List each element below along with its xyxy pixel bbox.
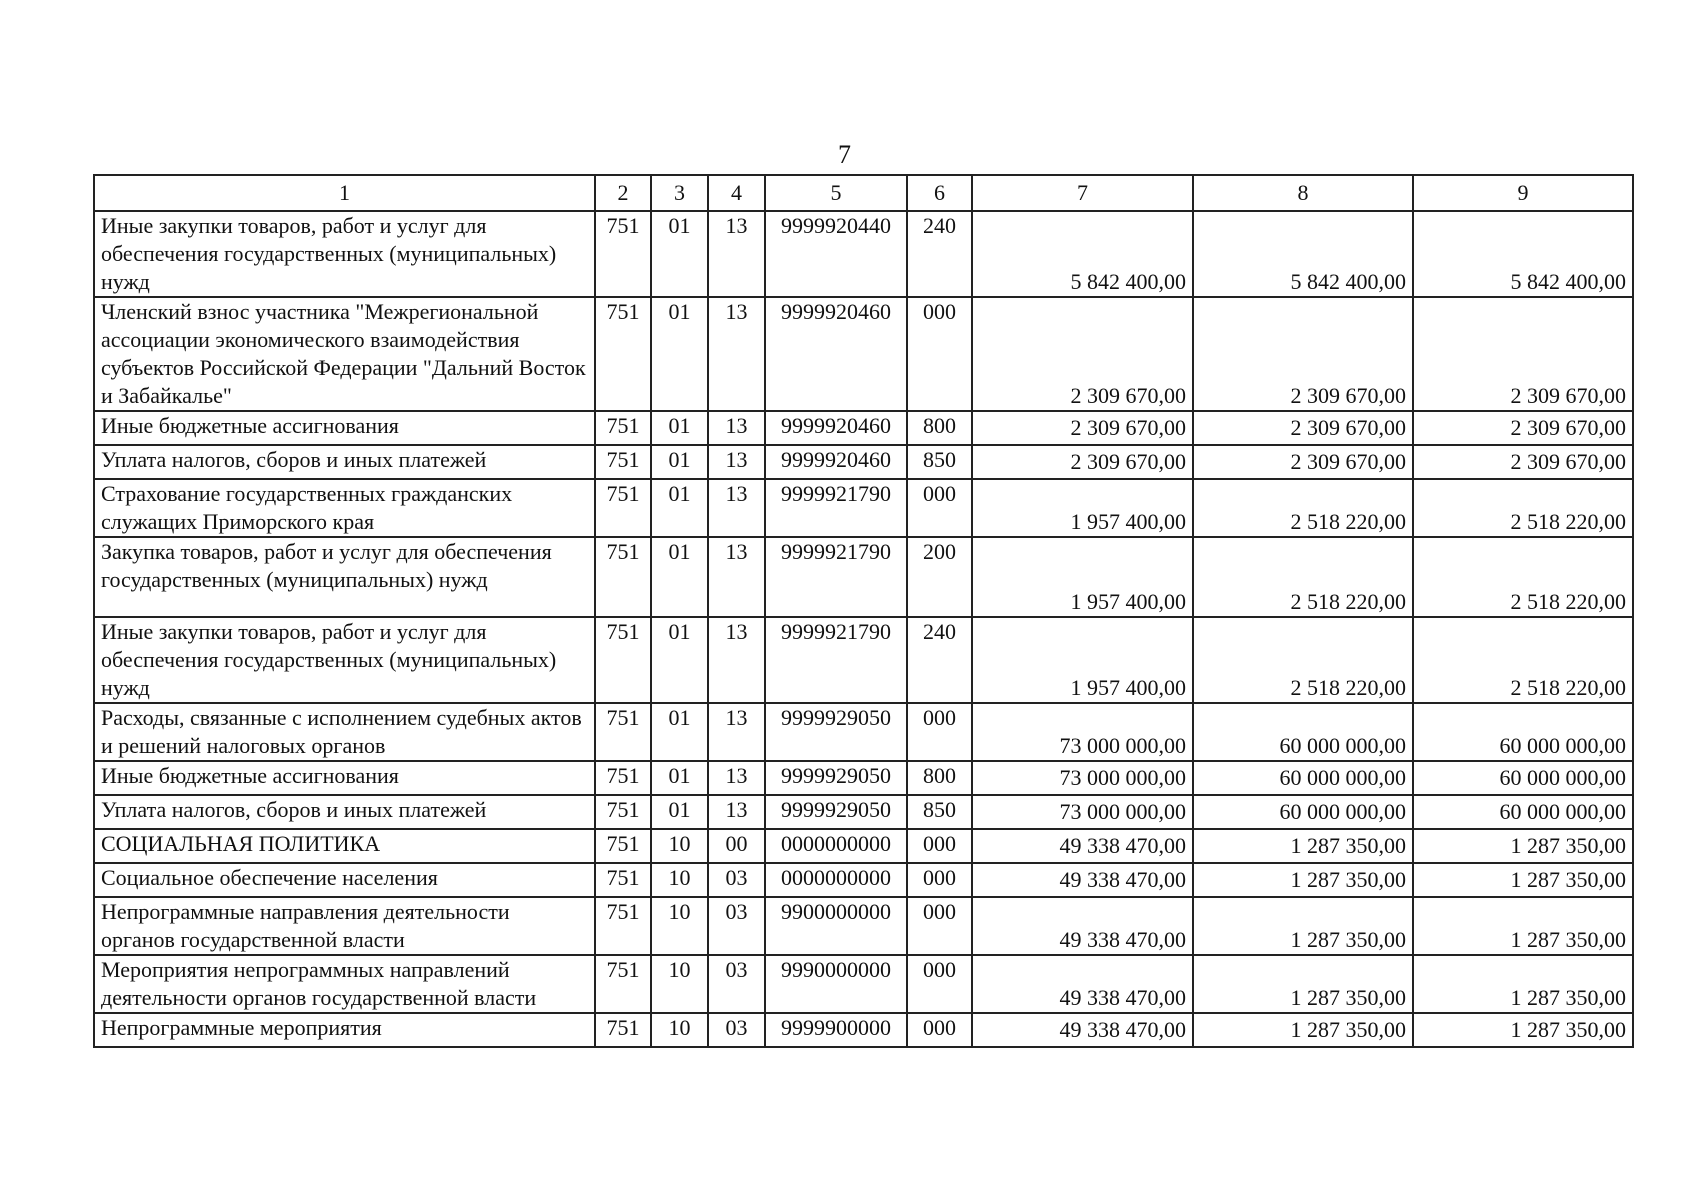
amount-cell: 2 518 220,00: [1413, 537, 1633, 617]
row-name: Иные закупки товаров, работ и услуг для обеспечения государственных (муниципальных) нужд: [94, 211, 595, 297]
code-cell: 751: [595, 761, 651, 795]
code-cell: 000: [907, 955, 972, 1013]
amount-cell: 2 309 670,00: [972, 445, 1193, 479]
row-name: Социальное обеспечение населения: [94, 863, 595, 897]
table-row: [94, 955, 1633, 1013]
row-name: Уплата налогов, сборов и иных платежей: [94, 795, 595, 829]
code-cell: 000: [907, 829, 972, 863]
code-cell: 13: [708, 537, 765, 617]
code-cell: 751: [595, 537, 651, 617]
code-cell: 850: [907, 795, 972, 829]
amount-cell: 1 957 400,00: [972, 537, 1193, 617]
code-cell: 01: [651, 537, 708, 617]
code-cell: 000: [907, 479, 972, 537]
amount-cell: 49 338 470,00: [972, 829, 1193, 863]
amount-cell: 2 518 220,00: [1413, 617, 1633, 703]
amount-cell: 5 842 400,00: [1413, 211, 1633, 297]
code-cell: 13: [708, 761, 765, 795]
code-cell: 9999920460: [765, 297, 907, 411]
code-cell: 9999920460: [765, 445, 907, 479]
amount-cell: 1 287 350,00: [1193, 829, 1413, 863]
code-cell: 751: [595, 955, 651, 1013]
row-name: Иные закупки товаров, работ и услуг для обеспечения государственных (муниципальных) нужд: [94, 617, 595, 703]
amount-cell: 2 309 670,00: [1413, 445, 1633, 479]
amount-cell: 1 287 350,00: [1193, 1013, 1413, 1047]
amount-cell: 2 518 220,00: [1193, 617, 1413, 703]
code-cell: 9999900000: [765, 1013, 907, 1047]
amount-cell: 60 000 000,00: [1413, 703, 1633, 761]
table-row: [94, 211, 1633, 297]
code-cell: 751: [595, 829, 651, 863]
amount-cell: 49 338 470,00: [972, 897, 1193, 955]
code-cell: 200: [907, 537, 972, 617]
table-row: [94, 297, 1633, 411]
row-name: Страхование государственных гражданских служащих Приморского края: [94, 479, 595, 537]
code-cell: 01: [651, 617, 708, 703]
column-header: 5: [765, 175, 907, 211]
amount-cell: 1 287 350,00: [1193, 897, 1413, 955]
amount-cell: 2 518 220,00: [1193, 479, 1413, 537]
code-cell: 13: [708, 445, 765, 479]
amount-cell: 1 287 350,00: [1193, 863, 1413, 897]
column-header: 4: [708, 175, 765, 211]
table-row: [94, 411, 1633, 445]
code-cell: 01: [651, 445, 708, 479]
code-cell: 01: [651, 211, 708, 297]
code-cell: 000: [907, 1013, 972, 1047]
code-cell: 751: [595, 897, 651, 955]
amount-cell: 2 309 670,00: [1193, 445, 1413, 479]
amount-cell: 2 309 670,00: [1193, 411, 1413, 445]
code-cell: 751: [595, 297, 651, 411]
row-name: Членский взнос участника "Межрегиональной ассоциации экономического взаимодействия субъектов Российской Федерации "Дальний Восток и Забайкалье": [94, 297, 595, 411]
table-row: [94, 703, 1633, 761]
code-cell: 13: [708, 297, 765, 411]
code-cell: 13: [708, 703, 765, 761]
code-cell: 13: [708, 211, 765, 297]
table-row: [94, 1013, 1633, 1047]
amount-cell: 1 287 350,00: [1413, 955, 1633, 1013]
column-header: 1: [94, 175, 595, 211]
amount-cell: 1 287 350,00: [1413, 897, 1633, 955]
amount-cell: 60 000 000,00: [1193, 795, 1413, 829]
amount-cell: 49 338 470,00: [972, 1013, 1193, 1047]
code-cell: 9999929050: [765, 761, 907, 795]
code-cell: 00: [708, 829, 765, 863]
column-header: 3: [651, 175, 708, 211]
table-row: [94, 761, 1633, 795]
code-cell: 240: [907, 617, 972, 703]
amount-cell: 2 309 670,00: [972, 297, 1193, 411]
table-row: [94, 897, 1633, 955]
amount-cell: 1 287 350,00: [1413, 1013, 1633, 1047]
amount-cell: 2 309 670,00: [1413, 297, 1633, 411]
code-cell: 0000000000: [765, 863, 907, 897]
row-name: Иные бюджетные ассигнования: [94, 411, 595, 445]
code-cell: 751: [595, 1013, 651, 1047]
code-cell: 9999921790: [765, 617, 907, 703]
code-cell: 751: [595, 211, 651, 297]
amount-cell: 1 287 350,00: [1193, 955, 1413, 1013]
table-row: [94, 617, 1633, 703]
code-cell: 800: [907, 761, 972, 795]
amount-cell: 5 842 400,00: [1193, 211, 1413, 297]
code-cell: 751: [595, 411, 651, 445]
code-cell: 10: [651, 1013, 708, 1047]
row-name: Мероприятия непрограммных направлений деятельности органов государственной власти: [94, 955, 595, 1013]
code-cell: 751: [595, 795, 651, 829]
code-cell: 751: [595, 479, 651, 537]
amount-cell: 1 287 350,00: [1413, 863, 1633, 897]
code-cell: 9999921790: [765, 537, 907, 617]
code-cell: 000: [907, 863, 972, 897]
amount-cell: 2 309 670,00: [1413, 411, 1633, 445]
code-cell: 000: [907, 703, 972, 761]
code-cell: 13: [708, 617, 765, 703]
amount-cell: 73 000 000,00: [972, 703, 1193, 761]
amount-cell: 60 000 000,00: [1413, 761, 1633, 795]
code-cell: 240: [907, 211, 972, 297]
amount-cell: 1 957 400,00: [972, 617, 1193, 703]
column-header: 8: [1193, 175, 1413, 211]
table-row: [94, 863, 1633, 897]
code-cell: 03: [708, 863, 765, 897]
code-cell: 01: [651, 297, 708, 411]
table-row: [94, 479, 1633, 537]
page-number: 7: [838, 140, 851, 169]
table-row: [94, 829, 1633, 863]
code-cell: 751: [595, 445, 651, 479]
code-cell: 9900000000: [765, 897, 907, 955]
column-header: 2: [595, 175, 651, 211]
code-cell: 13: [708, 411, 765, 445]
row-name: Непрограммные направления деятельности органов государственной власти: [94, 897, 595, 955]
code-cell: 9999929050: [765, 795, 907, 829]
code-cell: 10: [651, 955, 708, 1013]
code-cell: 0000000000: [765, 829, 907, 863]
code-cell: 01: [651, 703, 708, 761]
code-cell: 751: [595, 617, 651, 703]
row-name: Уплата налогов, сборов и иных платежей: [94, 445, 595, 479]
code-cell: 13: [708, 479, 765, 537]
code-cell: 03: [708, 955, 765, 1013]
amount-cell: 1 287 350,00: [1413, 829, 1633, 863]
amount-cell: 49 338 470,00: [972, 863, 1193, 897]
code-cell: 13: [708, 795, 765, 829]
code-cell: 01: [651, 411, 708, 445]
code-cell: 751: [595, 703, 651, 761]
amount-cell: 60 000 000,00: [1193, 761, 1413, 795]
code-cell: 03: [708, 897, 765, 955]
code-cell: 000: [907, 897, 972, 955]
amount-cell: 2 309 670,00: [1193, 297, 1413, 411]
code-cell: 10: [651, 863, 708, 897]
amount-cell: 49 338 470,00: [972, 955, 1193, 1013]
budget-table: [93, 174, 1634, 1048]
table-row: [94, 537, 1633, 617]
code-cell: 9999921790: [765, 479, 907, 537]
code-cell: 01: [651, 479, 708, 537]
amount-cell: 73 000 000,00: [972, 761, 1193, 795]
code-cell: 03: [708, 1013, 765, 1047]
column-header: 9: [1413, 175, 1633, 211]
row-name: Закупка товаров, работ и услуг для обеспечения государственных (муниципальных) нужд: [94, 537, 595, 617]
amount-cell: 60 000 000,00: [1413, 795, 1633, 829]
amount-cell: 2 518 220,00: [1193, 537, 1413, 617]
table-row: [94, 445, 1633, 479]
code-cell: 9999920440: [765, 211, 907, 297]
amount-cell: 1 957 400,00: [972, 479, 1193, 537]
code-cell: 9999920460: [765, 411, 907, 445]
row-name: Расходы, связанные с исполнением судебных актов и решений налоговых органов: [94, 703, 595, 761]
code-cell: 01: [651, 761, 708, 795]
code-cell: 850: [907, 445, 972, 479]
code-cell: 10: [651, 897, 708, 955]
code-cell: 800: [907, 411, 972, 445]
table-row: [94, 795, 1633, 829]
code-cell: 01: [651, 795, 708, 829]
code-cell: 751: [595, 863, 651, 897]
code-cell: 9999929050: [765, 703, 907, 761]
column-header: 7: [972, 175, 1193, 211]
row-name: Непрограммные мероприятия: [94, 1013, 595, 1047]
amount-cell: 60 000 000,00: [1193, 703, 1413, 761]
code-cell: 10: [651, 829, 708, 863]
amount-cell: 5 842 400,00: [972, 211, 1193, 297]
code-cell: 9990000000: [765, 955, 907, 1013]
row-name: СОЦИАЛЬНАЯ ПОЛИТИКА: [94, 829, 595, 863]
row-name: Иные бюджетные ассигнования: [94, 761, 595, 795]
table-header-row: [94, 175, 1633, 211]
amount-cell: 2 518 220,00: [1413, 479, 1633, 537]
column-header: 6: [907, 175, 972, 211]
amount-cell: 2 309 670,00: [972, 411, 1193, 445]
code-cell: 000: [907, 297, 972, 411]
amount-cell: 73 000 000,00: [972, 795, 1193, 829]
